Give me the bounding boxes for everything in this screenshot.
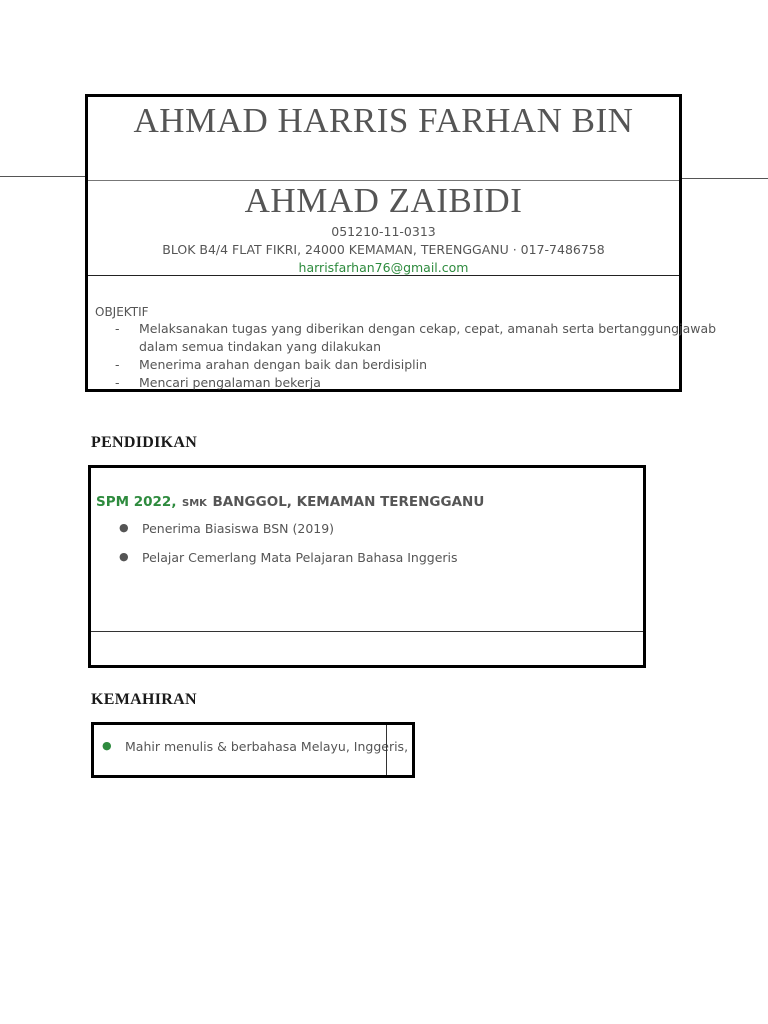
name-line-1: AHMAD HARRIS FARHAN BIN: [133, 101, 634, 140]
header-box: AHMAD HARRIS FARHAN BIN AHMAD ZAIBIDI 051210-11-0313 BLOK B4/4 FLAT FIKRI, 24000 KEMAMAN, TERENGGANU · 017-7486758 harrisfarhan76@gmail.com OBJEKTIF - Melaksanakan tugas yang diberikan dengan cekap, cepat, amanah serta bertanggungjawab dalam semua tindakan yang dilakukan - Menerima arahan dengan baik dan berdisiplin - Mencari pengalaman bekerja: [85, 94, 682, 392]
pendidikan-rule: [91, 631, 643, 632]
education-heading: [96, 491, 484, 510]
page-rule-left: [0, 176, 85, 177]
school-name: BANGGOL, KEMAMAN TERENGGANU: [212, 494, 485, 510]
objektif-title: OBJEKTIF: [95, 305, 149, 319]
bullet-icon: ●: [102, 739, 112, 752]
bullet-icon: ●: [119, 550, 129, 563]
kemahiran-box: ● Mahir menulis & berbahasa Melayu, Inggeris,: [91, 722, 415, 778]
school-prefix: SMK: [182, 498, 207, 509]
education-year: SPM 2022,: [96, 494, 177, 510]
table-cell-divider: [386, 725, 387, 775]
address-phone: BLOK B4/4 FLAT FIKRI, 24000 KEMAMAN, TERENGGANU · 017-7486758: [162, 242, 605, 257]
name-line-2: AHMAD ZAIBIDI: [244, 181, 523, 220]
contact-rule: [88, 275, 679, 276]
ic-number: 051210-11-0313: [331, 224, 436, 239]
pendidikan-title: PENDIDIKAN: [91, 434, 198, 451]
kemahiran-title: KEMAHIRAN: [91, 691, 197, 708]
email-link[interactable]: harrisfarhan76@gmail.com: [298, 260, 469, 275]
pendidikan-box: SPM 2022, SMK BANGGOL, KEMAMAN TERENGGANU ● Penerima Biasiswa BSN (2019) ● Pelajar Cemerlang Mata Pelajaran Bahasa Inggeris: [88, 465, 646, 668]
page-rule-right: [680, 178, 768, 179]
bullet-icon: ●: [119, 521, 129, 534]
